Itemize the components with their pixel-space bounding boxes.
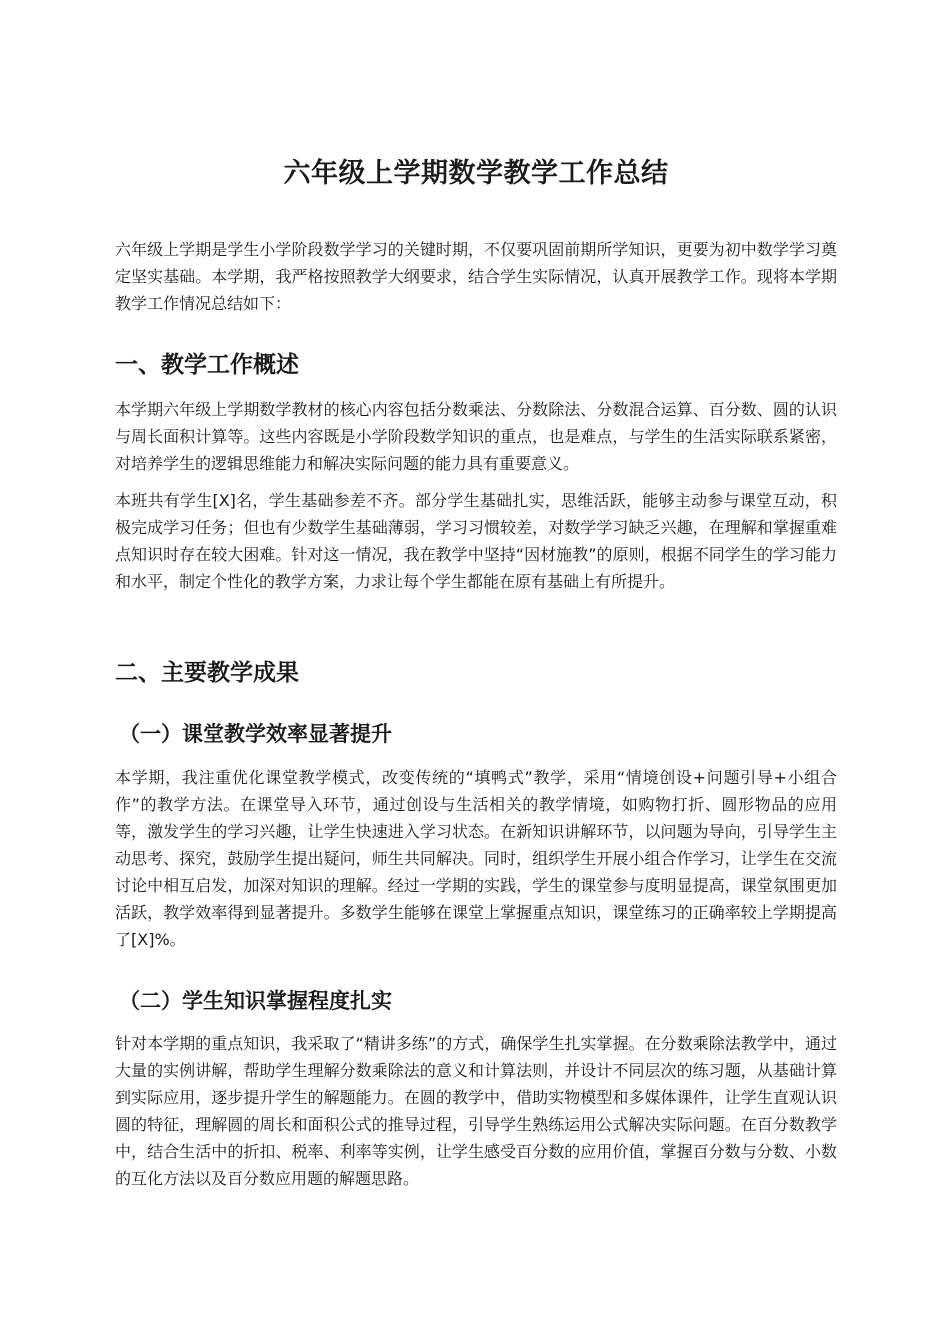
document-title: 六年级上学期数学教学工作总结 <box>283 158 669 189</box>
intro-paragraph: 六年级上学期是学生小学阶段数学学习的关键时期，不仅要巩固前期所学知识，更要为初中数学学习奠定坚实基础。本学期，我严格按照教学大纲要求，结合学生实际情况，认真开展教学工作。现将本学期教学工作情况总结如下： <box>115 240 837 313</box>
section-1-paragraph-2: 本班共有学生[X]名，学生基础参差不齐。部分学生基础扎实，思维活跃，能够主动参与课堂互动，积极完成学习任务；但也有少数学生基础薄弱，学习习惯较差，对数学学习缺乏兴趣，在理解和掌握重难点知识时存在较大困难。针对这一情况，我在教学中坚持“因材施教”的原则，根据不同学生的学习能力和水平，制定个性化的教学方案，力求让每个学生都能在原有基础上有所提升。 <box>115 491 837 591</box>
subsection-2-paragraph: 针对本学期的重点知识，我采取了“精讲多练”的方式，确保学生扎实掌握。在分数乘除法教学中，通过大量的实例讲解，帮助学生理解分数乘除法的意义和计算法则，并设计不同层次的练习题，从基础计算到实际应用，逐步提升学生的解题能力。在圆的教学中，借助实物模型和多媒体课件，让学生直观认识圆的特征，理解圆的周长和面积公式的推导过程，引导学生熟练运用公式解决实际问题。在百分数教学中，结合生活中的折扣、税率、利率等实例，让学生感受百分数的应用价值，掌握百分数与分数、小数的互化方法以及百分数应用题的解题思路。 <box>115 1034 837 1188</box>
section-1-heading: 一、教学工作概述 <box>115 352 299 378</box>
subsection-1-paragraph: 本学期，我注重优化课堂教学模式，改变传统的“填鸭式”教学，采用“情境创设+问题引导+小组合作”的教学方法。在课堂导入环节，通过创设与生活相关的教学情境，如购物打折、圆形物品的应用等，激发学生的学习兴趣，让学生快速进入学习状态。在新知识讲解环节，以问题为导向，引导学生主动思考、探究，鼓励学生提出疑问，师生共同解决。同时，组织学生开展小组合作学习，让学生在交流讨论中相互启发，加深对知识的理解。经过一学期的实践，学生的课堂参与度明显提高，课堂氛围更加活跃，教学效率得到显著提升。多数学生能够在课堂上掌握重点知识，课堂练习的正确率较上学期提高了[X]%。 <box>115 768 837 949</box>
section-1-paragraph-1: 本学期六年级上学期数学教材的核心内容包括分数乘法、分数除法、分数混合运算、百分数、圆的认识与周长面积计算等。这些内容既是小学阶段数学知识的重点，也是难点，与学生的生活实际联系紧密，对培养学生的逻辑思维能力和解决实际问题的能力具有重要意义。 <box>115 400 837 473</box>
subsection-1-heading: （一）课堂教学效率显著提升 <box>119 722 392 746</box>
subsection-2-heading: （二）学生知识掌握程度扎实 <box>119 989 392 1013</box>
section-2-heading: 二、主要教学成果 <box>115 660 299 686</box>
